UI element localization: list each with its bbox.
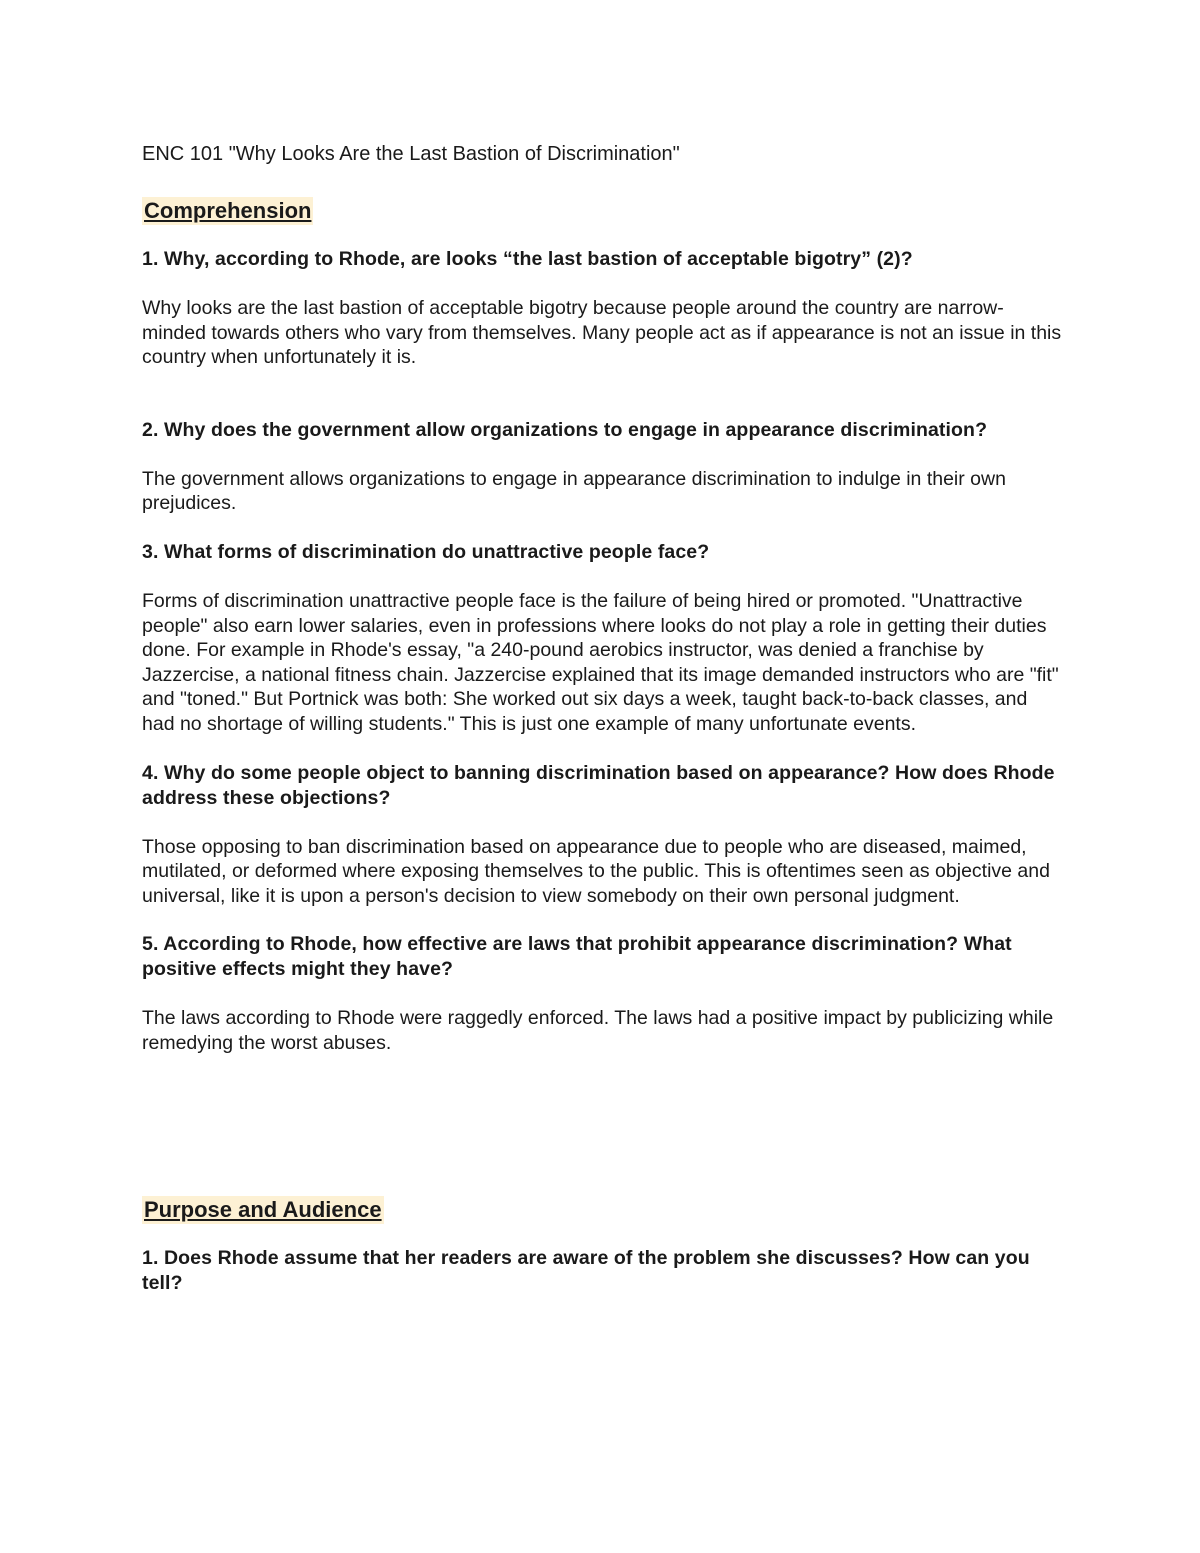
- answer-3: Forms of discrimination unattractive people face is the failure of being hired or promoted. "Unattractive people" also earn lower salaries, even in professions where looks do not play a role in getting their duties done. For example in Rhode's essay, "a 240-pound aerobics instructor, was denied a franchise by Jazzercise, a national fitness chain. Jazzercise explained that its image demanded instructors who are "fit" and "toned." But Portnick was both: She worked out six days a week, taught back-to-back classes, and had no shortage of willing students." This is just one example of many unfortunate events.: [142, 589, 1059, 735]
- purpose-audience-heading: Purpose and Audience: [144, 1196, 382, 1222]
- comprehension-heading-wrap: [142, 197, 1062, 225]
- answer-1: Why looks are the last bastion of acceptable bigotry because people around the country are narrow-minded towards others who vary from themselves. Many people act as if appearance is not an issue in this country when unfortunately it is.: [142, 297, 1062, 369]
- question-1: 1. Why, according to Rhode, are looks “the last bastion of acceptable bigotry” (2)?: [142, 248, 913, 270]
- section-spacer: [142, 1080, 1062, 1196]
- purpose-audience-heading-wrap: [142, 1196, 1062, 1224]
- answer-5: The laws according to Rhode were raggedly enforced. The laws had a positive impact by publicizing while remedying the worst abuses.: [142, 1007, 1054, 1054]
- document-title: ENC 101 "Why Looks Are the Last Bastion of Discrimination": [142, 143, 680, 165]
- question-3: 3. What forms of discrimination do unattractive people face?: [142, 540, 710, 563]
- question-2: 2. Why does the government allow organizations to engage in appearance discrimination?: [142, 418, 988, 441]
- document-page: [142, 142, 1062, 1320]
- answer-4: Those opposing to ban discrimination based on appearance due to people who are diseased, maimed, mutilated, or deformed where exposing themselves to the public. This is oftentimes seen as objective and universal, like it is upon a person's decision to view somebody on their own personal judgment.: [142, 835, 1050, 907]
- answer-2: The government allows organizations to engage in appearance discrimination to indulge in their own prejudices.: [142, 467, 1006, 515]
- question-4: 4. Why do some people object to banning discrimination based on appearance? How does Rhode address these objections?: [142, 761, 1055, 809]
- question-5: 5. According to Rhode, how effective are laws that prohibit appearance discrimination? What positive effects might they have?: [142, 933, 1012, 981]
- comprehension-heading: Comprehension: [144, 198, 312, 223]
- pa-question-1: 1. Does Rhode assume that her readers are aware of the problem she discusses? How can you tell?: [142, 1246, 1030, 1294]
